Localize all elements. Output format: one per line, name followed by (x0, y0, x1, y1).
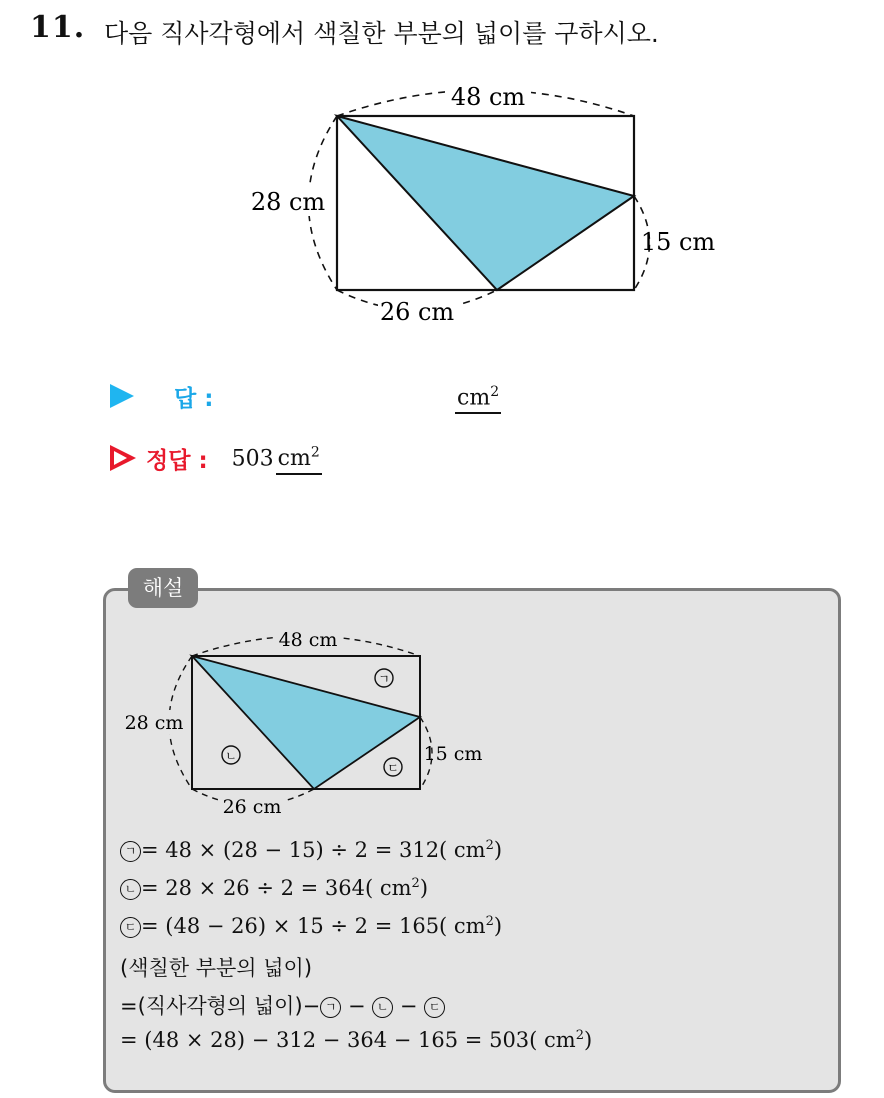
correct-number: 503 (231, 446, 274, 472)
answer-row (110, 378, 213, 414)
question-number: 11. (30, 10, 86, 45)
explanation-line-1: ㄱ = 48 × (28 − 15) ÷ 2 = 312( $cm^2$) (120, 838, 502, 862)
mark-b-inline: ㄴ (120, 879, 141, 900)
shaded-triangle (337, 116, 634, 290)
answer-label: 답 : (174, 385, 214, 412)
play-arrow-icon (110, 384, 134, 408)
small-top-label: 48 cm (278, 629, 338, 651)
mark-a: ㄱ (378, 672, 390, 686)
correct-value (232, 445, 322, 471)
small-right-label: 15 cm (423, 743, 483, 765)
left-length-label: 28 cm (250, 188, 326, 216)
outline-arrow-icon (110, 445, 136, 471)
correct-unit: $cm^2$ (276, 446, 322, 475)
top-length-label: 48 cm (450, 83, 526, 111)
right-length-label: 15 cm (640, 228, 716, 256)
question-text: 다음 직사각형에서 색칠한 부분의 넓이를 구하시오. (104, 19, 659, 48)
answer-blank[interactable] (455, 380, 501, 414)
bottom-length-label: 26 cm (379, 298, 455, 326)
rectangle-figure (240, 78, 720, 328)
explanation-tag: 해설 (128, 568, 198, 608)
explanation-figure (118, 622, 498, 822)
correct-answer-row (110, 440, 322, 476)
answer-unit-sup: 2 (490, 384, 500, 400)
explanation-line-5: =(직사각형의 넓이)− ㄱ − ㄴ − ㄷ (120, 990, 445, 1020)
explanation-line-3: ㄷ = (48 − 26) × 15 ÷ 2 = 165( $cm^2$) (120, 914, 502, 938)
answer-unit: cm (457, 385, 491, 411)
small-left-label: 28 cm (124, 712, 184, 734)
small-bottom-label: 26 cm (222, 796, 282, 818)
correct-label: 정답 : (146, 447, 208, 474)
mark-c-inline: ㄷ (120, 917, 141, 938)
explanation-line-2: ㄴ = 28 × 26 ÷ 2 = 364( $cm^2$) (120, 876, 428, 900)
mark-b: ㄴ (225, 749, 237, 763)
explanation-line-6: = (48 × 28) − 312 − 364 − 165 = 503( $cm^2$) (120, 1028, 593, 1052)
explanation-line-4: (색칠한 부분의 넓이) (120, 956, 313, 980)
mark-a-inline: ㄱ (120, 841, 141, 862)
mark-c: ㄷ (387, 761, 399, 775)
